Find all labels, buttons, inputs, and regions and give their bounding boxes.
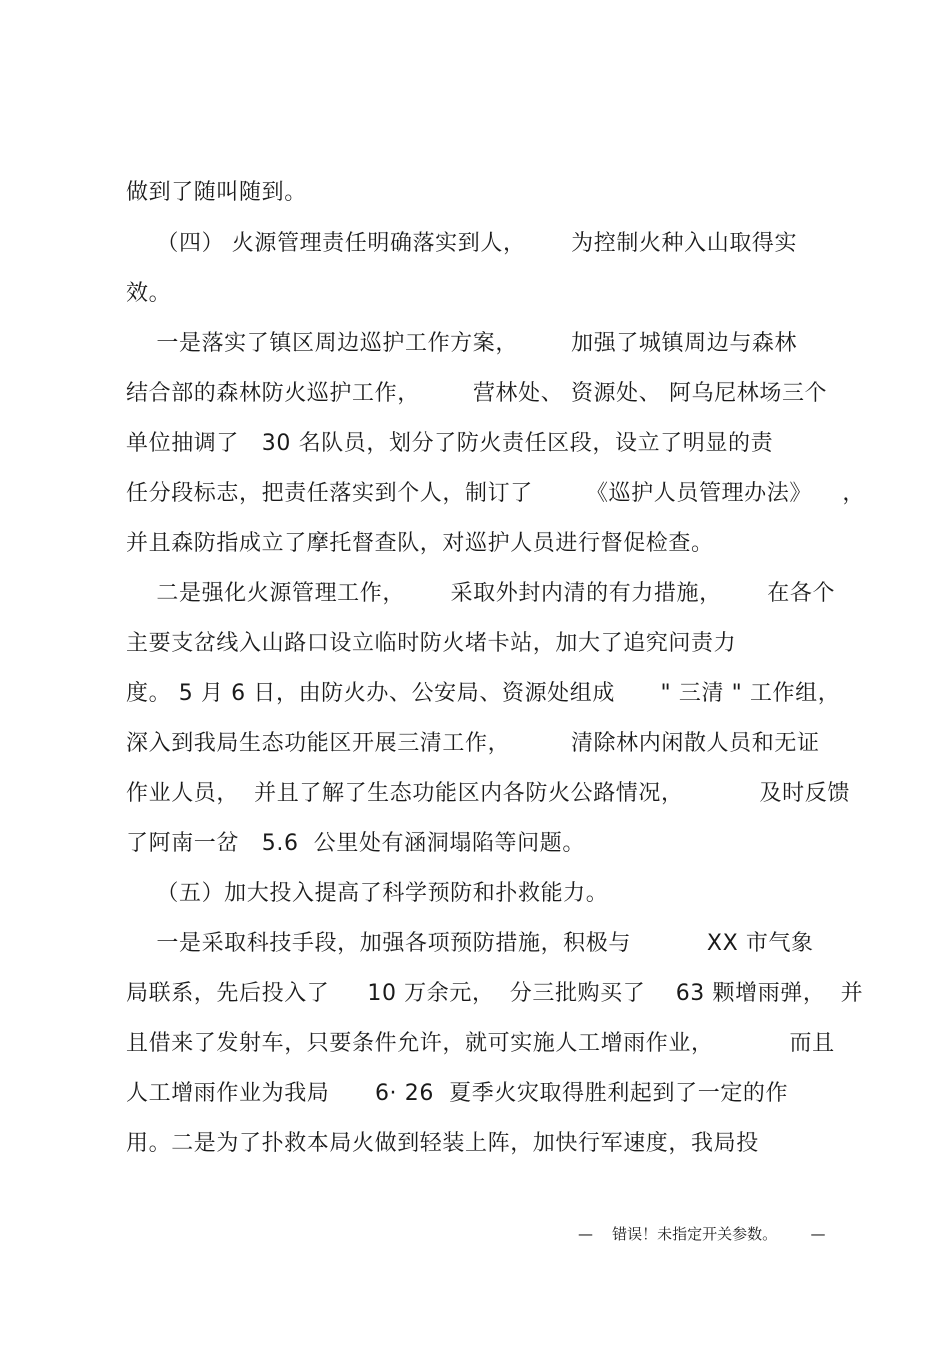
body-line: 二是强化火源管理工作， 采取外封内清的有力措施， 在各个 bbox=[126, 581, 836, 606]
body-line: 了阿南一岔 5.6 公里处有涵洞塌陷等问题。 bbox=[126, 831, 585, 856]
body-line: 一是落实了镇区周边巡护工作方案， 加强了城镇周边与森林 bbox=[126, 331, 798, 356]
body-line: 局联系，先后投入了 10 万余元， 分三批购买了 63 颗增雨弹， 并 bbox=[126, 981, 864, 1006]
body-line: 做到了随叫随到。 bbox=[126, 180, 307, 205]
body-line: 用。二是为了扑救本局火做到轻装上阵，加快行军速度，我局投 bbox=[126, 1131, 759, 1156]
body-line: 单位抽调了 30 名队员，划分了防火责任区段，设立了明显的责 bbox=[126, 431, 774, 456]
body-line: 人工增雨作业为我局 6· 26 夏季火灾取得胜利起到了一定的作 bbox=[126, 1081, 789, 1106]
body-line: 度。 5 月 6 日，由防火办、公安局、资源处组成 " 三清 " 工作组， bbox=[126, 681, 841, 706]
body-line: 且借来了发射车，只要条件允许，就可实施人工增雨作业， 而且 bbox=[126, 1031, 835, 1056]
body-line: （四） 火源管理责任明确落实到人， 为控制火种入山取得实 bbox=[126, 231, 798, 256]
body-line: 主要支岔线入山路口设立临时防火堵卡站，加大了追究问责力 bbox=[126, 631, 737, 656]
body-line: 一是采取科技手段，加强各项预防措施，积极与 XX 市气象 bbox=[126, 931, 814, 956]
body-line: 任分段标志，把责任落实到个人，制订了 《巡护人员管理办法》 ， bbox=[126, 481, 865, 506]
body-line: 效。 bbox=[126, 281, 172, 306]
page-footer: — 错误！未指定开关参数。 — bbox=[578, 1225, 826, 1243]
body-line: （五）加大投入提高了科学预防和扑救能力。 bbox=[126, 881, 609, 906]
body-line: 作业人员， 并且了解了生态功能区内各防火公路情况， 及时反馈 bbox=[126, 781, 850, 806]
body-line: 并且森防指成立了摩托督查队，对巡护人员进行督促检查。 bbox=[126, 531, 714, 556]
body-line: 深入到我局生态功能区开展三清工作， 清除林内闲散人员和无证 bbox=[126, 731, 820, 756]
body-line: 结合部的森林防火巡护工作， 营林处、 资源处、 阿乌尼林场三个 bbox=[126, 381, 828, 406]
